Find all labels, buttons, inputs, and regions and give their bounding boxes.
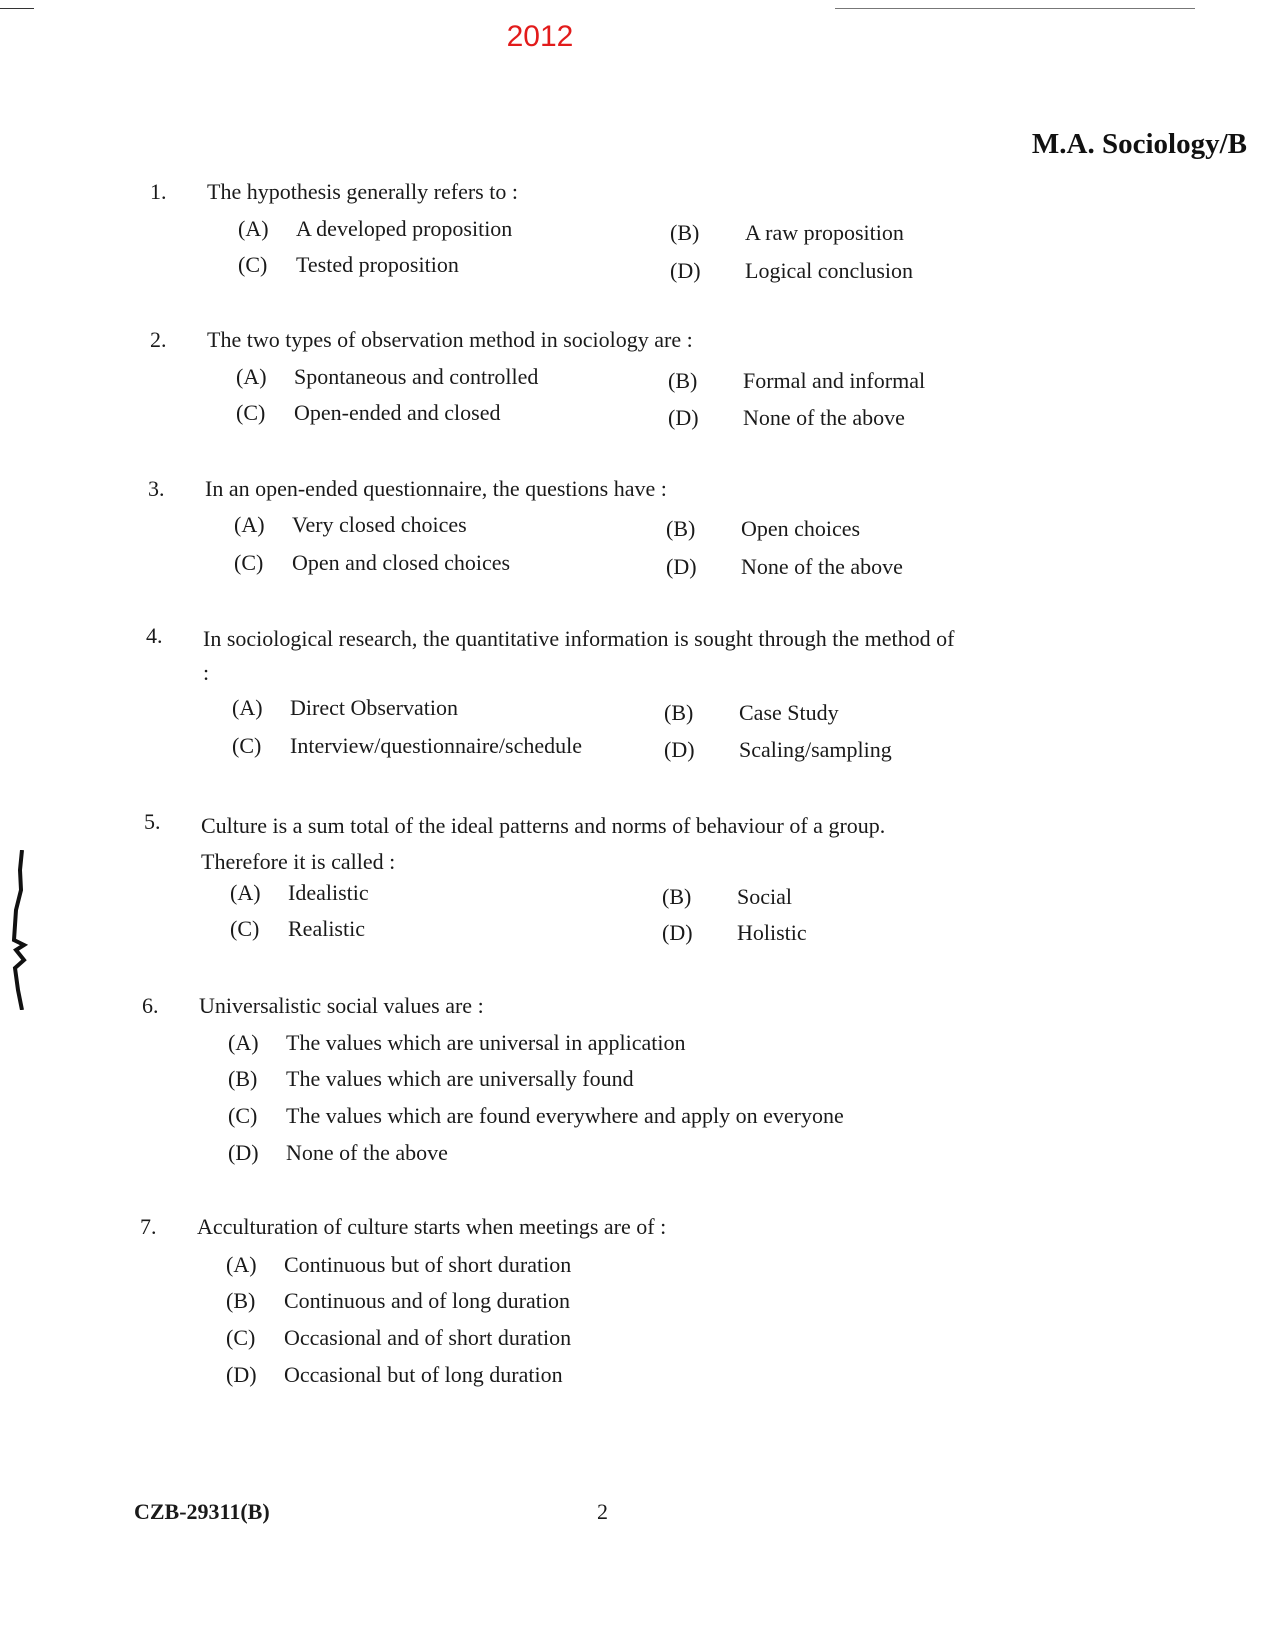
option-text: The values which are universally found: [286, 1066, 634, 1091]
option-a: [232, 695, 458, 721]
option-c: [226, 1325, 571, 1351]
option-text: Open choices: [741, 516, 861, 541]
option-text: Scaling/sampling: [739, 737, 892, 762]
option-label: (C): [228, 1103, 258, 1128]
option-label: (D): [662, 920, 693, 945]
option-text: A developed proposition: [296, 216, 513, 241]
option-label: (C): [232, 733, 262, 758]
option-label: (D): [666, 554, 697, 579]
option-label: (B): [664, 700, 694, 725]
option-text: Interview/questionnaire/schedule: [290, 733, 583, 758]
option-d: [228, 1140, 448, 1166]
option-text: Idealistic: [288, 880, 369, 905]
option-label: (C): [226, 1325, 256, 1350]
option-label: (B): [228, 1066, 258, 1091]
option-text: The values which are found everywhere and apply on everyone: [286, 1103, 844, 1128]
option-text: None of the above: [741, 554, 903, 579]
option-d: [670, 258, 913, 284]
option-b: [228, 1066, 634, 1092]
paper-code: CZB-29311(B): [134, 1499, 270, 1524]
option-label: (D): [670, 258, 701, 283]
option-text: Direct Observation: [290, 695, 458, 720]
question-number: 6.: [142, 993, 159, 1018]
option-label: (C): [238, 252, 268, 277]
option-text: Spontaneous and controlled: [294, 364, 539, 389]
option-label: (C): [234, 550, 264, 575]
option-b: [668, 368, 925, 394]
option-label: (D): [228, 1140, 259, 1165]
option-text: Logical conclusion: [745, 258, 914, 283]
option-text: Occasional but of long duration: [284, 1362, 563, 1387]
option-label: (A): [232, 695, 263, 720]
option-text: Occasional and of short duration: [284, 1325, 572, 1350]
option-a: [228, 1030, 686, 1056]
option-text: None of the above: [743, 405, 905, 430]
question-text: Acculturation of culture starts when meetings are of :: [197, 1214, 667, 1239]
question-number: 4.: [146, 623, 163, 648]
option-a: [238, 216, 512, 242]
option-c: [228, 1103, 844, 1129]
option-label: (C): [236, 400, 266, 425]
paper-subject: M.A. Sociology/B: [1031, 128, 1247, 160]
option-label: (A): [238, 216, 269, 241]
option-label: (A): [230, 880, 261, 905]
option-label: (D): [668, 405, 699, 430]
option-text: Social: [737, 884, 792, 909]
question-number: 2.: [150, 327, 167, 352]
option-label: (B): [662, 884, 692, 909]
option-d: [668, 405, 905, 431]
page-number: 2: [597, 1499, 608, 1524]
option-label: (D): [664, 737, 695, 762]
question-text: Universalistic social values are :: [199, 993, 484, 1018]
option-d: [666, 554, 903, 580]
option-text: Open-ended and closed: [294, 400, 501, 425]
question-number: 7.: [140, 1214, 157, 1239]
option-text: Tested proposition: [296, 252, 459, 277]
option-text: Very closed choices: [292, 512, 467, 537]
option-d: [662, 920, 807, 946]
option-text: Formal and informal: [743, 368, 926, 393]
option-c: [230, 916, 365, 942]
option-a: [234, 512, 467, 538]
option-label: (C): [230, 916, 260, 941]
question-text: In sociological research, the quantitative information is sought through the method of :: [203, 626, 955, 685]
option-label: (A): [228, 1030, 259, 1055]
option-b: [662, 884, 792, 910]
option-label: (B): [668, 368, 698, 393]
question-text: In an open-ended questionnaire, the questions have :: [205, 476, 667, 501]
option-label: (D): [226, 1362, 257, 1387]
option-b: [666, 516, 860, 542]
option-a: [236, 364, 538, 390]
option-text: Continuous and of long duration: [284, 1288, 570, 1313]
option-label: (A): [236, 364, 267, 389]
exam-year: 2012: [506, 20, 574, 53]
question-number: 3.: [148, 476, 165, 501]
option-a: [230, 880, 369, 906]
option-b: [670, 220, 904, 246]
option-d: [664, 737, 892, 763]
option-text: The values which are universal in application: [286, 1030, 686, 1055]
question-number: 1.: [150, 179, 167, 204]
option-c: [234, 550, 510, 576]
option-a: [226, 1252, 571, 1278]
option-label: (B): [670, 220, 700, 245]
option-text: A raw proposition: [745, 220, 904, 245]
option-c: [236, 400, 500, 426]
option-label: (A): [234, 512, 265, 537]
option-label: (B): [226, 1288, 256, 1313]
option-c: [238, 252, 459, 278]
option-b: [226, 1288, 570, 1314]
question-text: Culture is a sum total of the ideal patterns and norms of behaviour of a group. Therefore it is called :: [201, 813, 886, 874]
option-c: [232, 733, 582, 759]
option-d: [226, 1362, 563, 1388]
option-label: (B): [666, 516, 696, 541]
binding-mark: [10, 850, 28, 1010]
option-text: Open and closed choices: [292, 550, 511, 575]
option-text: None of the above: [286, 1140, 448, 1165]
question-text: The hypothesis generally refers to :: [207, 179, 518, 204]
option-label: (A): [226, 1252, 257, 1277]
top-right-rule: [835, 8, 1195, 9]
option-text: Continuous but of short duration: [284, 1252, 572, 1277]
option-text: Realistic: [288, 916, 365, 941]
top-left-rule: [0, 8, 34, 9]
question-text: The two types of observation method in sociology are :: [207, 327, 693, 352]
option-text: Case Study: [739, 700, 839, 725]
question-number: 5.: [144, 809, 161, 834]
option-b: [664, 700, 839, 726]
option-text: Holistic: [737, 920, 807, 945]
